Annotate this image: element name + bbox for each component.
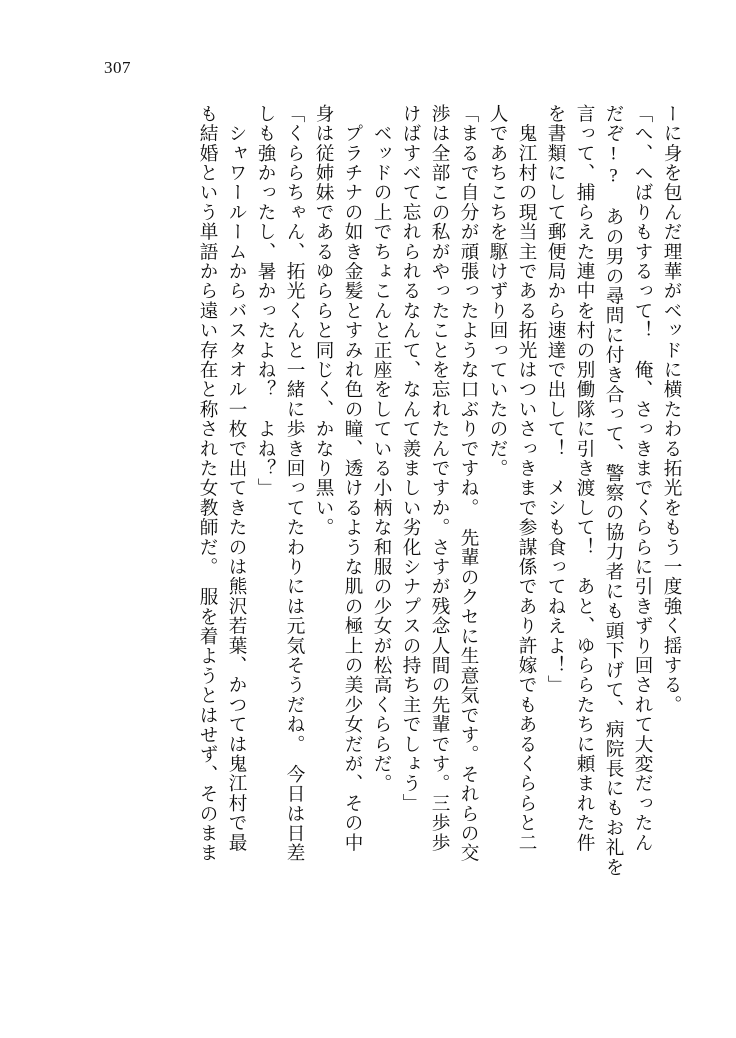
text-line: 渉は全部この私がやったことを忘れたんですか。さすが残念人間の先輩です。三歩歩 bbox=[429, 104, 450, 853]
page-number: 307 bbox=[104, 58, 131, 77]
text-line: けばすべて忘れられるなんて、なんて羨ましい劣化シナプスの持ち主でしょう」 bbox=[400, 104, 421, 814]
text-line: 「へ、へばりもするって！ 俺、さっきまでくららに引きずり回されて大変だったん bbox=[632, 104, 653, 853]
text-line: しも強かったし、暑かったよね？ よね？」 bbox=[255, 104, 276, 498]
text-line: シャワールームからバスタオル一枚で出てきたのは熊沢若葉、かつては鬼江村で最 bbox=[226, 104, 247, 853]
text-line: 「くららちゃん、拓光くんと一緒に歩き回ってたわりには元気そうだね。 今日は日差 bbox=[284, 104, 305, 863]
text-line: 「まるで自分が頑張ったような口ぶりですね。 先輩のクセに生意気です。それらの交 bbox=[458, 104, 479, 863]
text-line: を書類にして郵便局から速達で出して！ メシも食ってねえよ！」 bbox=[545, 104, 566, 695]
text-line: 言って、捕らえた連中を村の別働隊に引き渡して！ あと、ゆららたちに頼まれた件 bbox=[574, 104, 595, 853]
vertical-body-text bbox=[60, 104, 680, 984]
text-line: 身は従姉妹であるゆららと同じく、かなり黒い。 bbox=[313, 104, 334, 538]
text-line: 人であちこちを駆けずり回っていたのだ。 bbox=[487, 104, 508, 479]
text-line: 鬼江村の現当主である拓光はついさっきまで参謀係であり許嫁でもあるくららと二 bbox=[516, 104, 537, 853]
text-line: ーに身を包んだ理華がベッドに横たわる拓光をもう一度強く揺する。 bbox=[661, 104, 682, 715]
text-line: プラチナの如き金髪とすみれ色の瞳、透けるような肌の極上の美少女だが、その中 bbox=[342, 104, 363, 853]
text-line: も結婚という単語から遠い存在と称された女教師だ。 服を着ようとはせず、そのまま bbox=[197, 104, 218, 863]
text-line: ベッドの上でちょこんと正座をしている小柄な和服の少女が松高くららだ。 bbox=[371, 104, 392, 794]
text-line: だぞ!? あの男の尋問に付き合って、警察の協力者にも頭下げて、病院長にもお礼を bbox=[603, 104, 624, 878]
